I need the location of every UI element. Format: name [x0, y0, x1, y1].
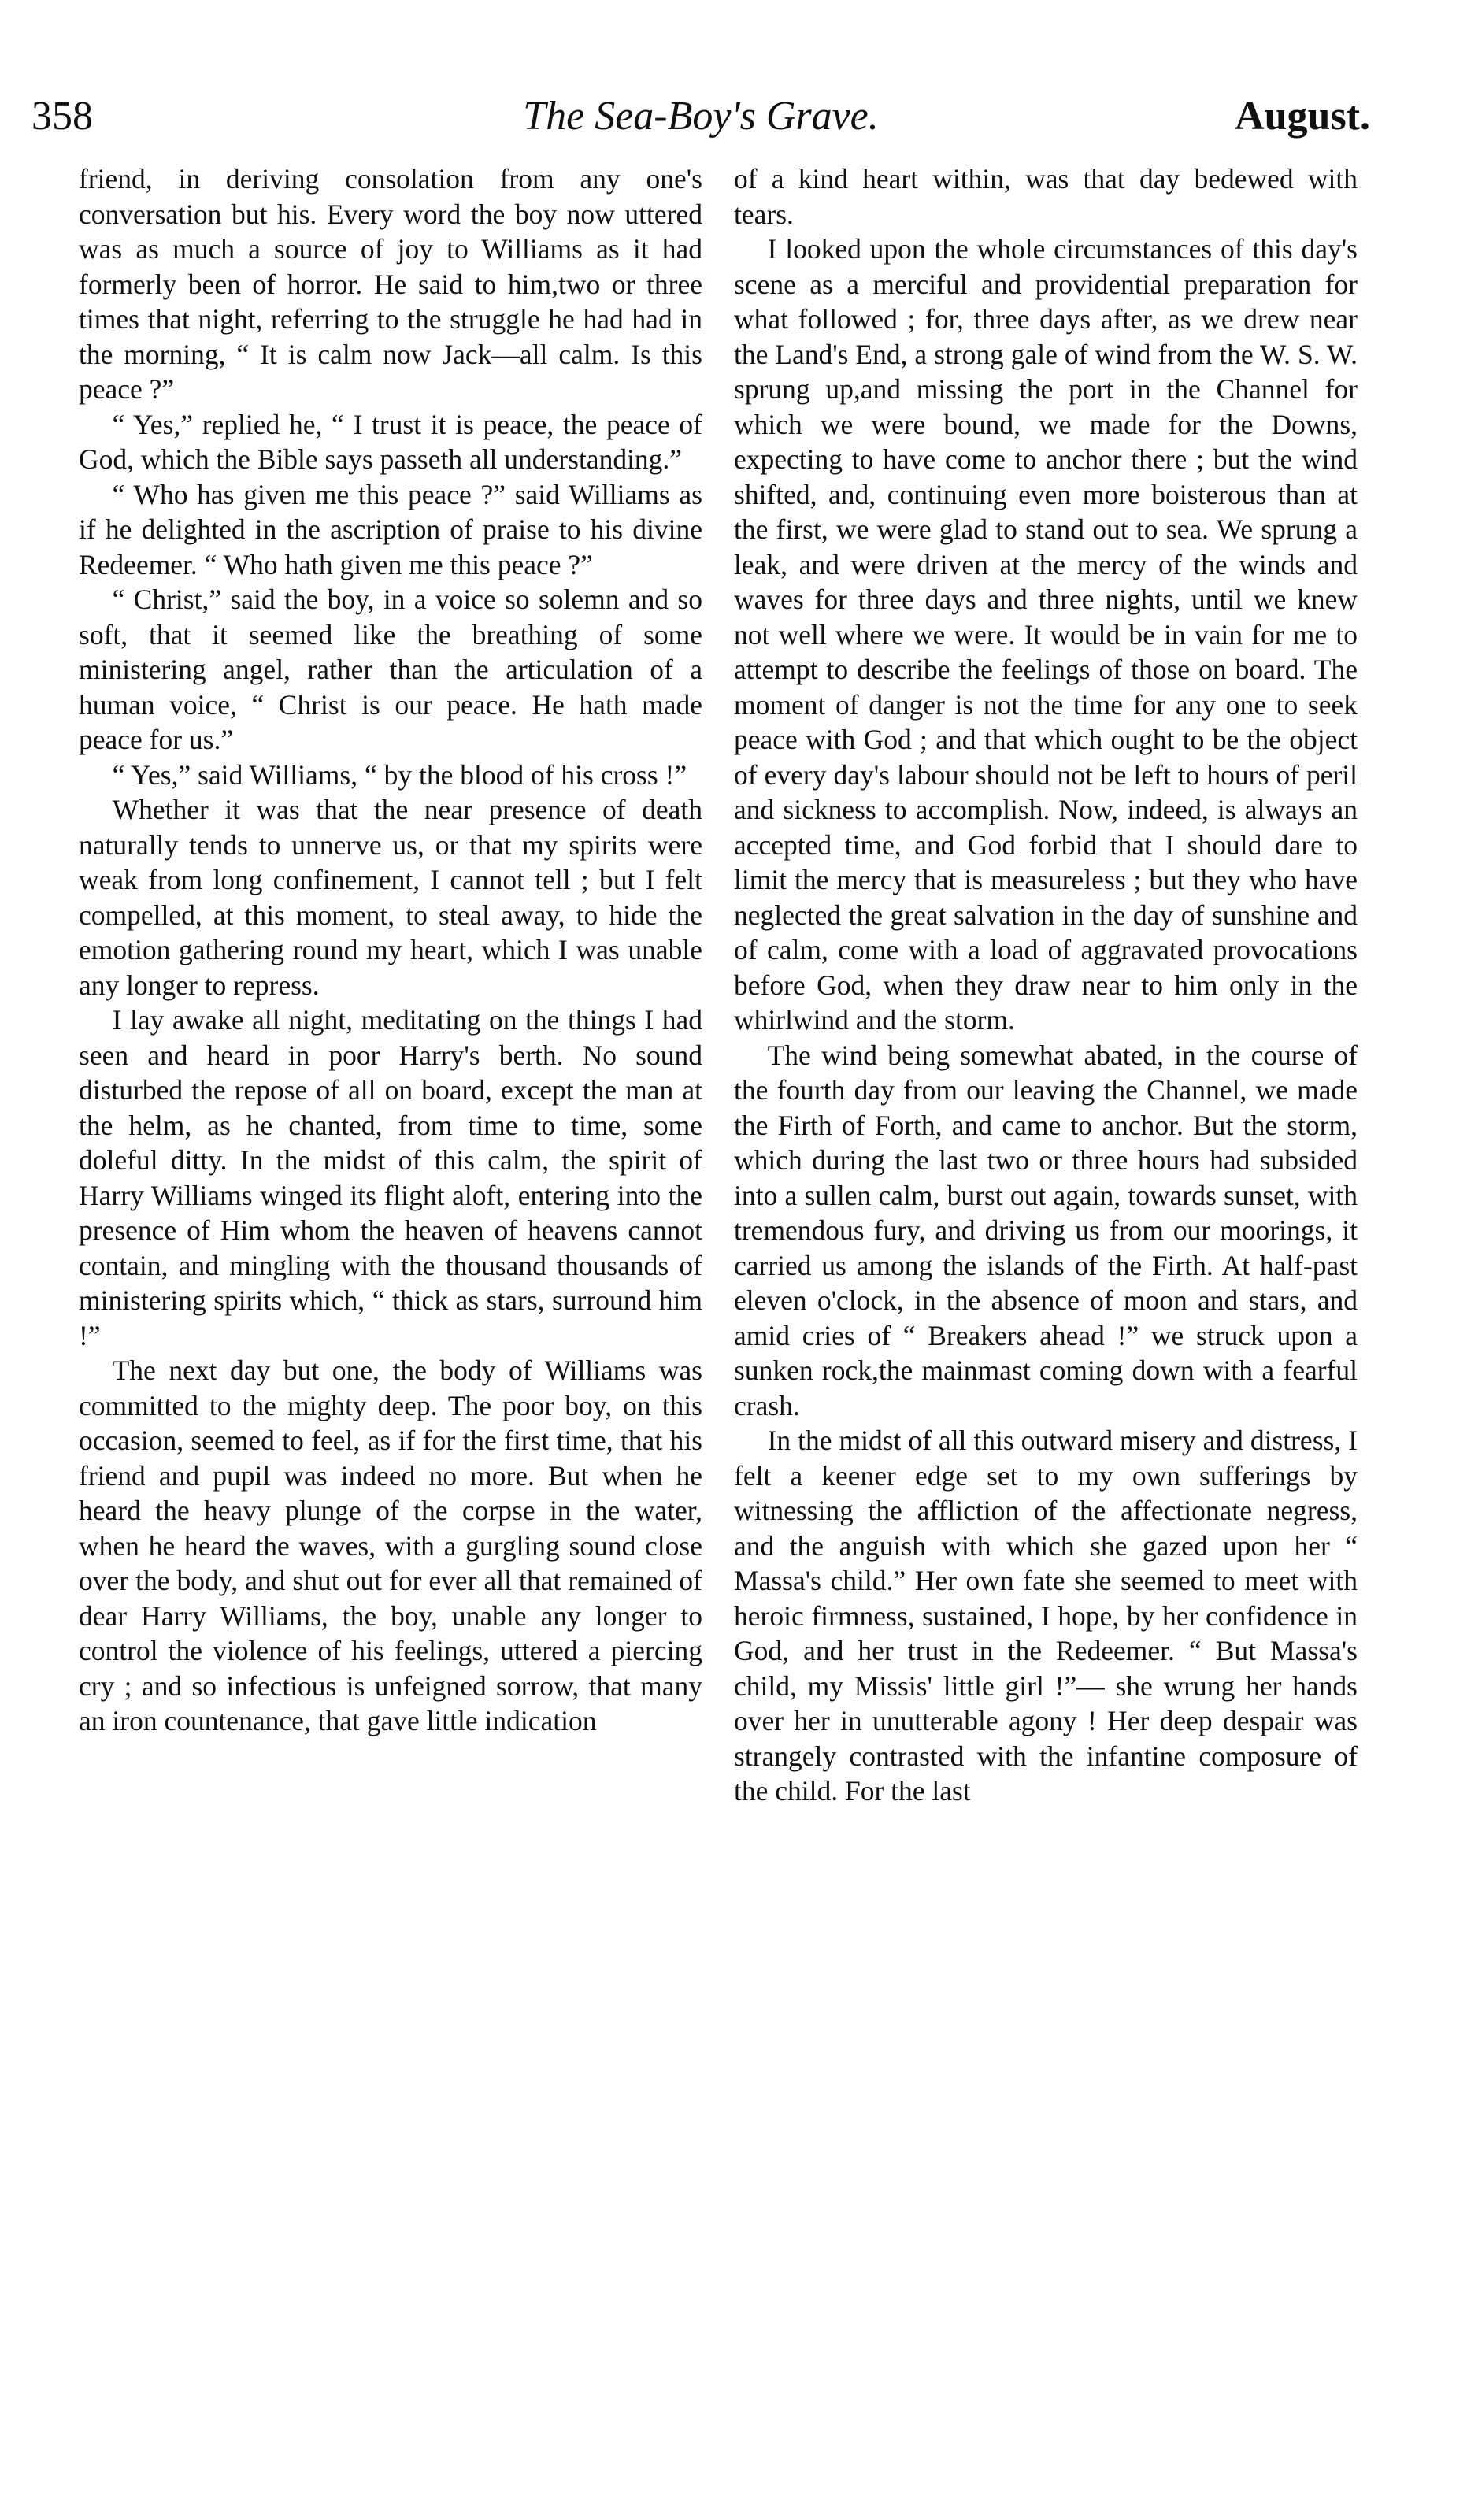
paragraph: of a kind heart within, was that day bedewed with tears.: [734, 163, 1358, 230]
paragraph: “ Yes,” said Williams, “ by the blood of his cross !”: [112, 758, 687, 791]
running-header: [31, 85, 1370, 148]
running-title: The Sea-Boy's Grave.: [523, 94, 879, 139]
paragraph: “ Yes,” replied he, “ I trust it is peace, the peace of God, which the Bible says passeth all understanding.”: [79, 408, 702, 475]
left-column: [79, 161, 702, 1739]
page-number: 358: [31, 94, 93, 139]
right-column: [734, 161, 1358, 1809]
paragraph: The next day but one, the body of Williams was committed to the mighty deep. The poor boy, on this occasion, seemed to feel, as if for the first time, that his friend and pupil was indeed no more. But when he heard the heavy plunge of the corpse in the water, when he heard the waves, with a gurgling sound close over the body, and shut out for ever all that remained of dear Harry Williams, the boy, unable any longer to control the violence of his feelings, uttered a piercing cry ; and so infectious is unfeigned sorrow, that many an iron countenance, that gave little indication: [79, 1354, 702, 1736]
paragraph: “ Who has given me this peace ?” said Williams as if he delighted in the ascription of praise to his divine Redeemer. “ Who hath given me this peace ?”: [79, 478, 702, 580]
paragraph: The wind being somewhat abated, in the course of the fourth day from our leaving the Channel, we made the Firth of Forth, and came to anchor. But the storm, which during the last two or three hours had subsided into a sullen calm, burst out again, towards sunset, with tremendous fury, and driving us from our moorings, it carried us among the islands of the Firth. At half-past eleven o'clock, in the absence of moon and stars, and amid cries of “ Breakers ahead !” we struck upon a sunken rock,the mainmast coming down with a fearful crash.: [734, 1039, 1358, 1421]
paragraph: In the midst of all this outward misery and distress, I felt a keener edge set to my own sufferings by witnessing the affliction of the affectionate negress, and the anguish with which she gazed upon her “ Massa's child.” Her own fate she seemed to meet with heroic firmness, sustained, I hope, by her confidence in God, and her trust in the Redeemer. “ But Massa's child, my Missis' little girl !”— she wrung her hands over her in unutterable agony ! Her deep despair was strangely contrasted with the infantine composure of the child. For the last: [734, 1425, 1358, 1807]
paragraph: Whether it was that the near presence of death naturally tends to unnerve us, or that my spirits were weak from long confinement, I cannot tell ; but I felt compelled, at this moment, to steal away, to hide the emotion gathering round my heart, which I was unable any longer to repress.: [79, 794, 702, 1001]
paragraph: I looked upon the whole circumstances of this day's scene as a merciful and providential preparation for what followed ; for, three days after, as we drew near the Land's End, a strong gale of wind from the W. S. W. sprung up,and missing the port in the Channel for which we were bound, we made for the Downs, expecting to have come to anchor there ; but the wind shifted, and, continuing even more boisterous than at the first, we were glad to stand out to sea. We sprung a leak, and were driven at the mercy of the winds and waves for three days and three nights, until we knew not well where we were. It would be in vain for me to attempt to describe the feelings of those on board. The moment of danger is not the time for any one to seek peace with God ; and that which ought to be the object of every day's labour should not be left to hours of peril and sickness to accomplish. Now, indeed, is always an accepted time, and God forbid that I should dare to limit the mercy that is measureless ; but they who have neglected the great salvation in the day of sunshine and of calm, come with a load of aggravated provocations before God, when they draw near to him only in the whirlwind and the storm.: [734, 233, 1358, 1036]
running-month: August.: [1235, 94, 1370, 139]
paragraph: friend, in deriving consolation from any one's conversation but his. Every word the boy now uttered was as much a source of joy to Williams as it had formerly been of horror. He said to him,two or three times that night, referring to the struggle he had had in the morning, “ It is calm now Jack—all calm. Is this peace ?”: [79, 163, 702, 405]
paragraph: “ Christ,” said the boy, in a voice so solemn and so soft, that it seemed like the breathing of some ministering angel, rather than the articulation of a human voice, “ Christ is our peace. He hath made peace for us.”: [79, 584, 702, 755]
paragraph: I lay awake all night, meditating on the things I had seen and heard in poor Harry's berth. No sound disturbed the repose of all on board, except the man at the helm, as he chanted, from time to time, some doleful ditty. In the midst of this calm, the spirit of Harry Williams winged its flight aloft, entering into the presence of Him whom the heaven of heavens cannot contain, and mingling with the thousand thousands of ministering spirits which, “ thick as stars, surround him !”: [79, 1004, 702, 1351]
